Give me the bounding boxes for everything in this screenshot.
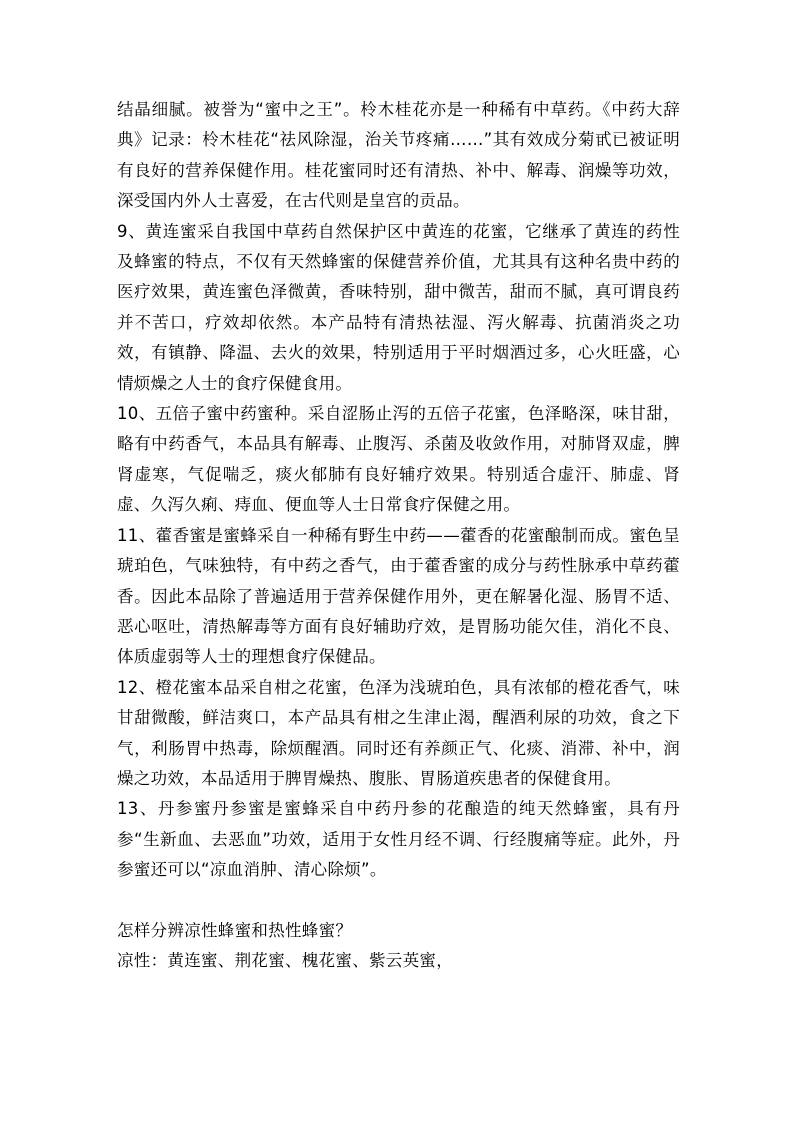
blank-line <box>117 886 680 916</box>
paragraph-orange-blossom-honey: 12、橙花蜜本品采自柑之花蜜，色泽为浅琥珀色，具有浓郁的橙花香气，味甘甜微酸，鲜洁爽口，本产品具有柑之生津止渴，醒酒利尿的功效，食之下气，利肠胃中热毒，除烦醒酒。同时还有养颜正气、化痰、消滞、补中，润燥之功效，本品适用于脾胃燥热、腹胀、胃肠道疾患者的保健食用。 <box>117 677 680 788</box>
paragraph-cool-honey-list: 凉性：黄连蜜、荆花蜜、槐花蜜、紫云英蜜， <box>117 951 453 971</box>
paragraph-gallnut-honey: 10、五倍子蜜中药蜜种。采自涩肠止泻的五倍子花蜜，色泽略深，味甘甜，略有中药香气，本品具有解毒、止腹泻、杀菌及收敛作用，对肺肾双虚，脾肾虚寒，气促喘乏，痰火郁肺有良好辅疗效果。特别适合虚汗、肺虚、肾虚、久泻久痢、痔血、便血等人士日常食疗保健之用。 <box>117 404 680 515</box>
paragraph-coptis-honey: 9、黄连蜜采自我国中草药自然保护区中黄连的花蜜，它继承了黄连的药性及蜂蜜的特点，不仅有天然蜂蜜的保健营养价值，尤其具有这种名贵中药的医疗效果，黄连蜜色泽微黄，香味特别，甜中微苦，甜而不腻，真可谓良药并不苦口，疗效却依然。本产品特有清热祛湿、泻火解毒、抗菌消炎之功效，有镇静、降温、去火的效果，特别适用于平时烟酒过多，心火旺盛，心情烦燥之人士的食疗保健食用。 <box>117 221 680 393</box>
section-heading-cool-vs-hot-honey: 怎样分辨凉性蜂蜜和热性蜂蜜？ <box>117 920 353 940</box>
paragraph-agastache-honey: 11、藿香蜜是蜜蜂采自一种稀有野生中药——藿香的花蜜酿制而成。蜜色呈琥珀色，气味独特，有中药之香气，由于藿香蜜的成分与药性脉承中草药藿香。因此本品除了普遍适用于营养保健作用外，更在解暑化湿、肠胃不适、恶心呕吐，清热解毒等方面有良好辅助疗效，是胃肠功能欠佳，消化不良、体质虚弱等人士的理想食疗保健品。 <box>117 525 680 667</box>
paragraph-salvia-honey: 13、丹参蜜丹参蜜是蜜蜂采自中药丹参的花酿造的纯天然蜂蜜，具有丹参“生新血、去恶血”功效，适用于女性月经不调、行经腹痛等症。此外，丹参蜜还可以“凉血消肿、清心除烦”。 <box>117 799 680 880</box>
paragraph-osmanthus-honey: 结晶细腻。被誉为“蜜中之王”。柃木桂花亦是一种稀有中草药。《中药大辞典》记录：柃木桂花“祛风除湿，治关节疼痛……”其有效成分菊甙已被证明有良好的营养保健作用。桂花蜜同时还有清热、补中、解毒、润燥等功效，深受国内外人士喜爱，在古代则是皇宫的贡品。 <box>117 100 680 211</box>
document-body <box>117 95 680 977</box>
